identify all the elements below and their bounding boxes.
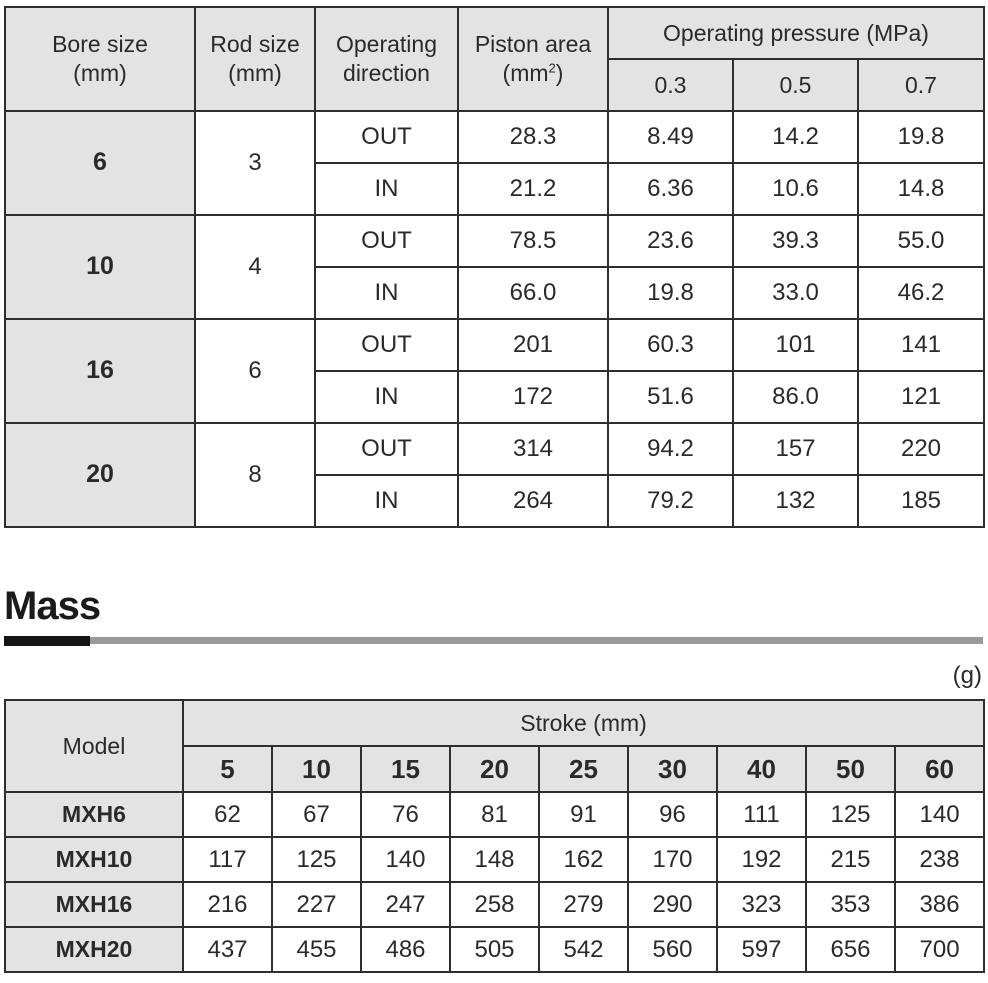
piston-area-cell: 21.2: [458, 163, 608, 215]
mass-cell: 215: [806, 837, 895, 882]
section-rule-accent: [4, 636, 90, 646]
force-cell: 185: [858, 475, 984, 527]
mass-cell: 437: [183, 927, 272, 972]
rod-size-label: Rod size: [210, 31, 300, 58]
bore-size-cell: 6: [5, 111, 195, 215]
mass-cell: 386: [895, 882, 984, 927]
mass-cell: 247: [361, 882, 450, 927]
force-cell: 94.2: [608, 423, 733, 475]
piston-area-label: Piston area: [474, 31, 592, 58]
force-cell: 132: [733, 475, 858, 527]
bore-size-unit: (mm): [73, 60, 127, 86]
pressure-0-5-header: 0.5: [733, 59, 858, 111]
operating-direction-header: [315, 7, 458, 111]
stroke-value-header: 5: [183, 746, 272, 792]
table-row: [5, 423, 984, 475]
mass-cell: 323: [717, 882, 806, 927]
stroke-value-header: 30: [628, 746, 717, 792]
table-row: [5, 111, 984, 163]
force-cell: 86.0: [733, 371, 858, 423]
mass-cell: 192: [717, 837, 806, 882]
mass-cell: 542: [539, 927, 628, 972]
mass-cell: 700: [895, 927, 984, 972]
rod-size-cell: 6: [195, 319, 315, 423]
force-cell: 141: [858, 319, 984, 371]
model-cell: MXH16: [5, 882, 183, 927]
bore-size-cell: 16: [5, 319, 195, 423]
section-rule: [90, 637, 983, 644]
mass-cell: 227: [272, 882, 361, 927]
direction-cell: OUT: [315, 111, 458, 163]
rod-size-unit: (mm): [228, 60, 282, 86]
force-cell: 101: [733, 319, 858, 371]
mass-cell: 91: [539, 792, 628, 837]
table-row: [5, 215, 984, 267]
force-cell: 14.8: [858, 163, 984, 215]
mass-cell: 125: [806, 792, 895, 837]
mass-cell: 117: [183, 837, 272, 882]
mass-cell: 353: [806, 882, 895, 927]
piston-area-cell: 314: [458, 423, 608, 475]
mass-cell: 505: [450, 927, 539, 972]
force-cell: 79.2: [608, 475, 733, 527]
force-cell: 220: [858, 423, 984, 475]
stroke-value-header: 40: [717, 746, 806, 792]
mass-cell: 62: [183, 792, 272, 837]
direction-cell: IN: [315, 475, 458, 527]
mass-cell: 81: [450, 792, 539, 837]
piston-area-cell: 172: [458, 371, 608, 423]
force-cell: 14.2: [733, 111, 858, 163]
bore-size-cell: 10: [5, 215, 195, 319]
theoretical-output-table: [4, 6, 985, 528]
operating-pressure-header: Operating pressure (MPa): [608, 7, 984, 59]
force-cell: 51.6: [608, 371, 733, 423]
force-cell: 46.2: [858, 267, 984, 319]
force-cell: 19.8: [608, 267, 733, 319]
operating-label: Operating: [335, 31, 437, 58]
stroke-value-header: 50: [806, 746, 895, 792]
force-cell: 19.8: [858, 111, 984, 163]
model-cell: MXH20: [5, 927, 183, 972]
piston-area-cell: 264: [458, 475, 608, 527]
mass-cell: 597: [717, 927, 806, 972]
direction-cell: OUT: [315, 319, 458, 371]
rod-size-cell: 3: [195, 111, 315, 215]
stroke-value-header: 15: [361, 746, 450, 792]
piston-area-cell: 28.3: [458, 111, 608, 163]
mass-cell: 140: [895, 792, 984, 837]
direction-cell: OUT: [315, 423, 458, 475]
table-row: [5, 792, 984, 837]
mass-section-title: Mass: [4, 584, 101, 628]
mass-cell: 96: [628, 792, 717, 837]
model-cell: MXH6: [5, 792, 183, 837]
mass-cell: 560: [628, 927, 717, 972]
piston-area-unit: $(mm^2)$: [502, 60, 564, 86]
mass-cell: 656: [806, 927, 895, 972]
table-row: [5, 927, 984, 972]
mass-table: [4, 699, 985, 973]
rod-size-cell: 8: [195, 423, 315, 527]
mass-cell: 111: [717, 792, 806, 837]
mass-cell: 216: [183, 882, 272, 927]
model-header: Model: [5, 700, 183, 792]
piston-area-cell: 201: [458, 319, 608, 371]
force-cell: 60.3: [608, 319, 733, 371]
mass-cell: 290: [628, 882, 717, 927]
piston-area-header: [458, 7, 608, 111]
rod-size-cell: 4: [195, 215, 315, 319]
piston-area-cell: 66.0: [458, 267, 608, 319]
force-cell: 6.36: [608, 163, 733, 215]
mass-cell: 170: [628, 837, 717, 882]
piston-area-cell: 78.5: [458, 215, 608, 267]
mass-cell: 148: [450, 837, 539, 882]
mass-cell: 125: [272, 837, 361, 882]
pressure-0-3-header: 0.3: [608, 59, 733, 111]
table-row: [5, 837, 984, 882]
force-cell: 23.6: [608, 215, 733, 267]
force-cell: 121: [858, 371, 984, 423]
direction-cell: OUT: [315, 215, 458, 267]
table-row: [5, 319, 984, 371]
rod-size-header: [195, 7, 315, 111]
stroke-value-header: 10: [272, 746, 361, 792]
mass-cell: 238: [895, 837, 984, 882]
force-cell: 55.0: [858, 215, 984, 267]
stroke-value-header: 20: [450, 746, 539, 792]
force-cell: 10.6: [733, 163, 858, 215]
direction-cell: IN: [315, 267, 458, 319]
direction-cell: IN: [315, 163, 458, 215]
bore-size-header: [5, 7, 195, 111]
mass-cell: 455: [272, 927, 361, 972]
direction-label: direction: [343, 60, 430, 86]
force-cell: 157: [733, 423, 858, 475]
mass-cell: 140: [361, 837, 450, 882]
stroke-value-header: 25: [539, 746, 628, 792]
stroke-header: Stroke (mm): [183, 700, 984, 746]
bore-size-cell: 20: [5, 423, 195, 527]
force-cell: 8.49: [608, 111, 733, 163]
force-cell: 39.3: [733, 215, 858, 267]
mass-cell: 67: [272, 792, 361, 837]
force-cell: 33.0: [733, 267, 858, 319]
mass-cell: 279: [539, 882, 628, 927]
mass-cell: 258: [450, 882, 539, 927]
pressure-0-7-header: 0.7: [858, 59, 984, 111]
bore-size-label: Bore size: [52, 31, 148, 58]
mass-unit-label: (g): [952, 662, 982, 689]
mass-cell: 76: [361, 792, 450, 837]
table-row: [5, 882, 984, 927]
mass-cell: 162: [539, 837, 628, 882]
direction-cell: IN: [315, 371, 458, 423]
mass-cell: 486: [361, 927, 450, 972]
model-cell: MXH10: [5, 837, 183, 882]
stroke-value-header: 60: [895, 746, 984, 792]
